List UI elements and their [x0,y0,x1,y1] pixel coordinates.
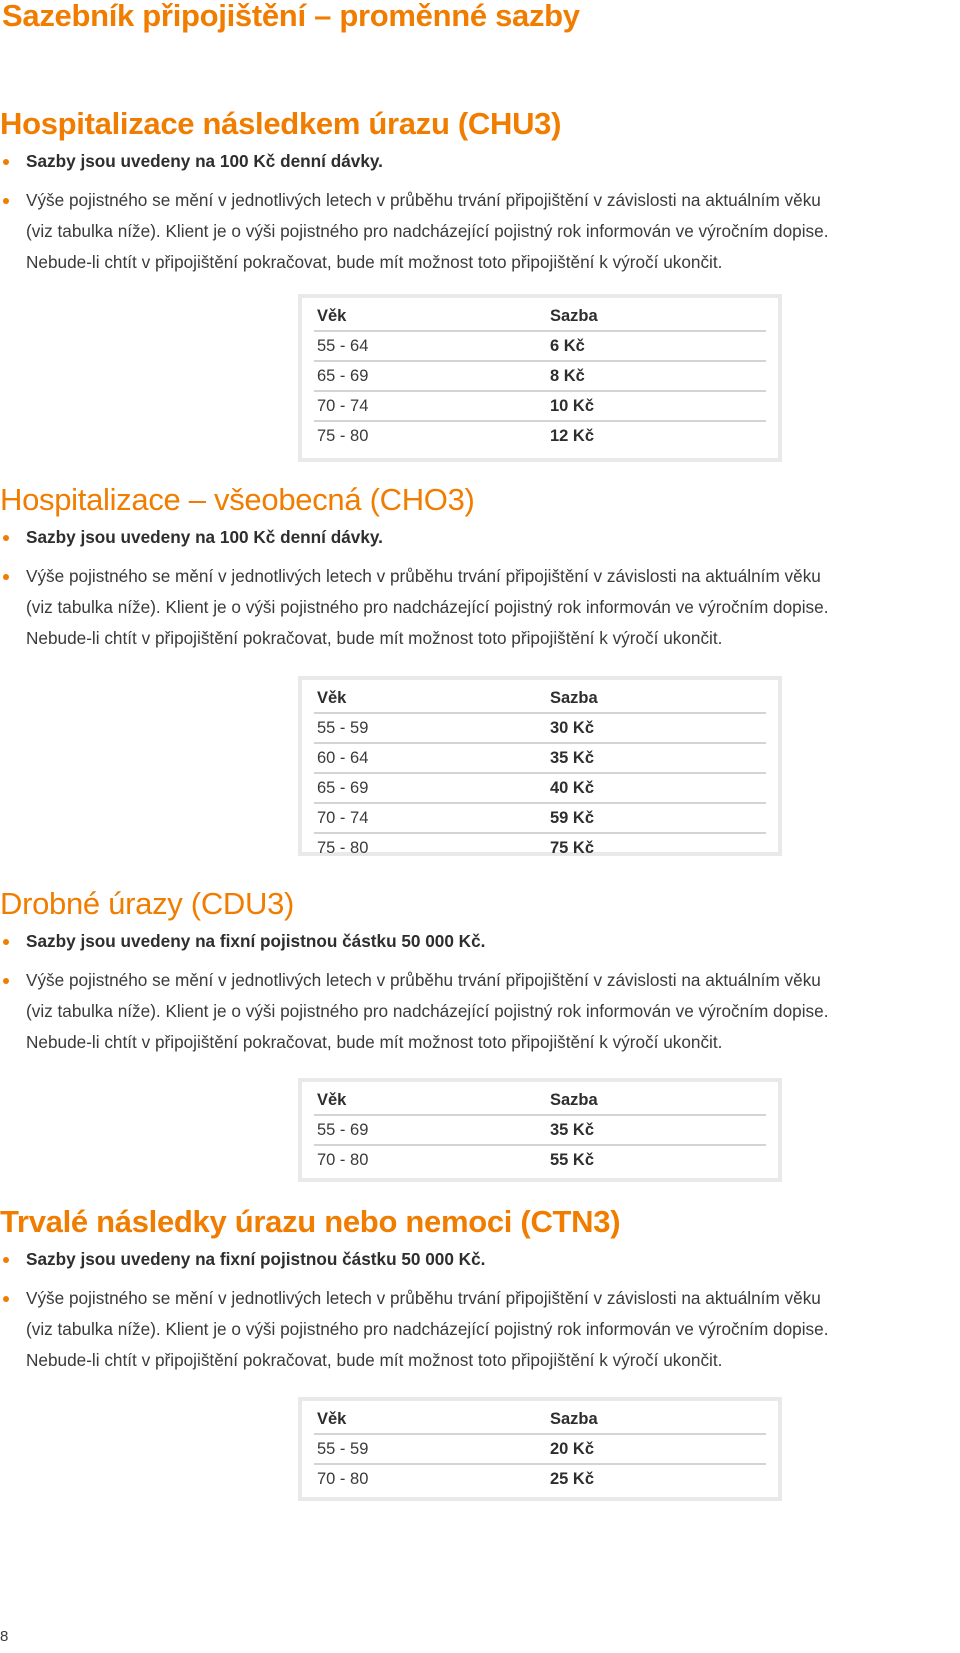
table-row [314,1115,766,1145]
age-cell: 70 - 80 [317,1469,369,1488]
age-cell: 55 - 59 [314,713,547,743]
age-cell: 60 - 64 [314,743,547,773]
rate-cell: 35 Kč [547,1115,766,1145]
table-row [314,743,766,773]
column-header-rate: Sazba [547,684,766,713]
bullet-lead: Sazby jsou uvedeny na fixní pojistnou částku 50 000 Kč. [0,926,960,957]
rate-cell: 75 Kč [550,838,595,857]
age-cell: 55 - 59 [314,1434,547,1464]
rate-cell: 35 Kč [547,743,766,773]
section-chu3 [0,104,960,278]
bullet-list [0,1244,960,1376]
rate-cell: 20 Kč [547,1434,766,1464]
age-cell: 55 - 69 [314,1115,547,1145]
rate-table-box-cho3 [298,676,782,856]
table-header-row [314,1086,766,1115]
page-number: 8 [0,1628,9,1645]
table-row [314,391,766,421]
column-header-age: Věk [314,684,547,713]
bullet-text: Výše pojistného se mění v jednotlivých letech v průběhu trvání připojištění v závislosti na aktuálním věku (viz tabulka níže). Klient je o výši pojistného pro nadcházející pojistný rok informován ve výročním dopise. Nebude-li chtít v připojištění pokračovat, bude mít možnost toto připojištění k výročí ukončit. [0,561,960,654]
table-row [314,1464,766,1493]
rate-cell: 25 Kč [550,1469,595,1488]
rate-cell: 6 Kč [547,331,766,361]
column-header-rate: Sazba [547,302,766,331]
age-cell: 70 - 80 [317,1150,369,1169]
bullet-text: Výše pojistného se mění v jednotlivých letech v průběhu trvání připojištění v závislosti na aktuálním věku (viz tabulka níže). Klient je o výši pojistného pro nadcházející pojistný rok informován ve výročním dopise. Nebude-li chtít v připojištění pokračovat, bude mít možnost toto připojištění k výročí ukončit. [0,1283,960,1376]
bullet-text: Výše pojistného se mění v jednotlivých letech v průběhu trvání připojištění v závislosti na aktuálním věku (viz tabulka níže). Klient je o výši pojistného pro nadcházející pojistný rok informován ve výročním dopise. Nebude-li chtít v připojištění pokračovat, bude mít možnost toto připojištění k výročí ukončit. [0,185,960,278]
rate-table [314,302,766,450]
column-header-rate: Sazba [547,1405,766,1434]
age-cell: 65 - 69 [314,773,547,803]
table-row [314,803,766,833]
rate-cell: 30 Kč [547,713,766,743]
rate-table-box-cdu3 [298,1078,782,1182]
page-title: Sazebník připojištění – proměnné sazby [2,0,580,33]
bullet-lead: Sazby jsou uvedeny na fixní pojistnou částku 50 000 Kč. [0,1244,960,1275]
bullet-lead: Sazby jsou uvedeny na 100 Kč denní dávky. [0,146,960,177]
rate-table [314,684,766,862]
table-row [314,1434,766,1464]
age-cell: 75 - 80 [317,426,369,445]
rate-table [314,1086,766,1174]
section-title: Trvalé následky úrazu nebo nemoci (CTN3) [0,1204,621,1239]
table-row [314,1145,766,1174]
rate-cell: 59 Kč [547,803,766,833]
column-header-age: Věk [314,1086,547,1115]
section-title: Hospitalizace – všeobecná (CHO3) [0,482,475,517]
table-row [314,833,766,862]
rate-cell: 55 Kč [550,1150,595,1169]
table-header-row [314,1405,766,1434]
rate-cell: 40 Kč [547,773,766,803]
age-cell: 55 - 64 [314,331,547,361]
rate-table-box-ctn3 [298,1397,782,1501]
rate-cell: 12 Kč [550,426,595,445]
section-title: Drobné úrazy (CDU3) [0,886,295,921]
section-ctn3 [0,1202,960,1376]
column-header-rate: Sazba [547,1086,766,1115]
table-header-row [314,684,766,713]
bullet-text: Výše pojistného se mění v jednotlivých letech v průběhu trvání připojištění v závislosti na aktuálním věku (viz tabulka níže). Klient je o výši pojistného pro nadcházející pojistný rok informován ve výročním dopise. Nebude-li chtít v připojištění pokračovat, bude mít možnost toto připojištění k výročí ukončit. [0,965,960,1058]
table-row [314,331,766,361]
rate-table [314,1405,766,1493]
bullet-list [0,926,960,1058]
age-cell: 75 - 80 [317,838,369,857]
table-row [314,713,766,743]
column-header-age: Věk [314,302,547,331]
age-cell: 70 - 74 [314,803,547,833]
table-header-row [314,302,766,331]
bullet-lead: Sazby jsou uvedeny na 100 Kč denní dávky. [0,522,960,553]
bullet-list [0,146,960,278]
age-cell: 70 - 74 [314,391,547,421]
rate-table-box-chu3 [298,294,782,462]
section-cho3 [0,480,960,654]
section-cdu3 [0,884,960,1058]
table-row [314,773,766,803]
column-header-age: Věk [314,1405,547,1434]
age-cell: 65 - 69 [314,361,547,391]
table-row [314,421,766,450]
table-row [314,361,766,391]
bullet-list [0,522,960,654]
rate-cell: 8 Kč [547,361,766,391]
section-title: Hospitalizace následkem úrazu (CHU3) [0,106,562,141]
rate-cell: 10 Kč [547,391,766,421]
